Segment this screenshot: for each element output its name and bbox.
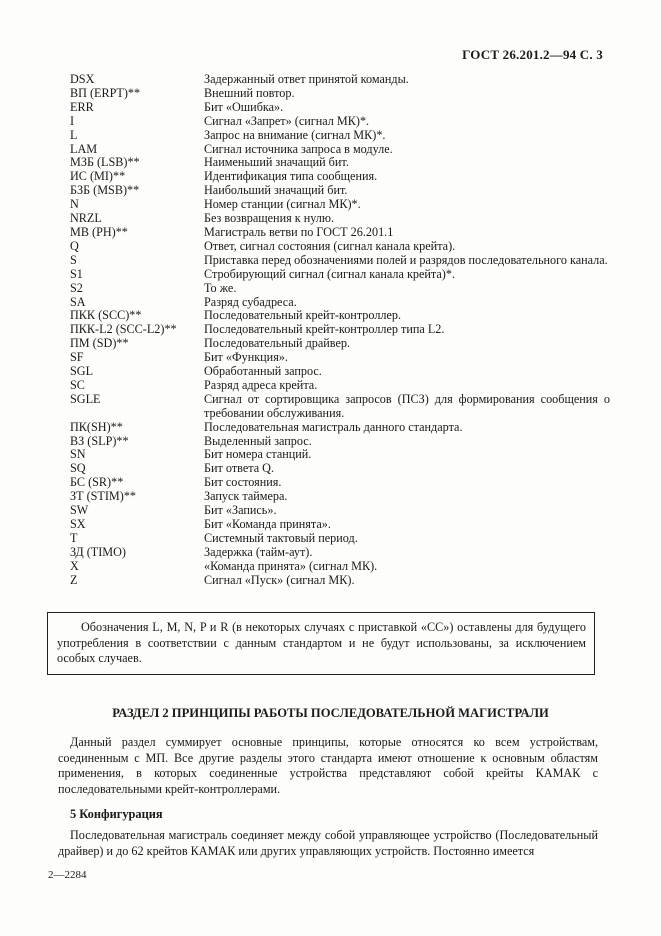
abbreviation-definition: Задержка (тайм-аут).	[204, 544, 313, 559]
abbreviation-term: ЗТ (STIM)**	[70, 489, 137, 504]
abbreviation-definition: Бит «Команда принята».	[204, 517, 331, 531]
abbreviation-term: ПК(SH)**	[70, 419, 123, 434]
abbreviation-term: X	[70, 558, 79, 573]
abbreviation-term: МЗБ (LSB)**	[70, 155, 140, 170]
abbreviation-term: БЗБ (MSB)**	[70, 183, 140, 198]
abbreviation-term: SC	[70, 377, 85, 392]
abbreviation-term: ЗД (TIMO)	[70, 544, 126, 559]
abbreviation-term: SGL	[70, 364, 94, 379]
abbreviation-definition: Сигнал источника запроса в модуле.	[204, 141, 393, 156]
paragraph-configuration: Последовательная магистраль соединяет между собой управляющее устройство (Последовательный драйвер) и до 62 крейтов КАМАК или других управляющих устройств. Постоянно имеется	[58, 828, 598, 858]
abbreviation-term: SX	[70, 517, 86, 531]
abbreviation-row	[70, 226, 610, 240]
abbreviation-row	[70, 268, 610, 282]
abbreviation-definition: Последовательный крейт-контроллер типа L2.	[204, 322, 445, 337]
abbreviation-row	[70, 490, 610, 504]
section-title: РАЗДЕЛ 2 ПРИНЦИПЫ РАБОТЫ ПОСЛЕДОВАТЕЛЬНОЙ МАГИСТРАЛИ	[112, 706, 549, 720]
note-box: Обозначения L, M, N, P и R (в некоторых случаях с приставкой «СС») оставлены для будущего употребления в соответствии с данным стандартом и не будут использованы, за исключением особых случаев.	[47, 612, 595, 675]
abbreviation-definition: Запрос на внимание (сигнал МК)*.	[204, 127, 386, 142]
abbreviation-definition: Наименьший значащий бит.	[204, 155, 349, 170]
abbreviation-row	[70, 115, 610, 129]
abbreviation-term: Z	[70, 572, 78, 587]
abbreviation-term: NRZL	[70, 211, 102, 226]
abbreviation-definition: Обработанный запрос.	[204, 364, 322, 379]
abbreviation-definition: Номер станции (сигнал МК)*.	[204, 197, 361, 212]
abbreviation-term: SF	[70, 350, 84, 365]
abbreviation-definition: Без возвращения к нулю.	[204, 211, 335, 226]
abbreviation-definition: Сигнал «Запрет» (сигнал МК)*.	[204, 113, 370, 128]
abbreviation-row	[70, 254, 610, 268]
abbreviation-definition: То же.	[204, 280, 237, 295]
abbreviation-definition: Последовательная магистраль данного стандарта.	[204, 419, 463, 434]
abbreviation-term: SGLE	[70, 391, 101, 406]
abbreviation-term: ПМ (SD)**	[70, 336, 129, 351]
abbreviation-row	[70, 393, 610, 421]
abbreviation-term: N	[70, 197, 79, 212]
abbreviation-definition: Наибольший значащий бит.	[204, 183, 348, 198]
abbreviation-row	[70, 518, 610, 532]
abbreviation-row	[70, 101, 610, 115]
abbreviation-definition: Идентификация типа сообщения.	[204, 169, 378, 184]
abbreviation-term: Q	[70, 238, 79, 253]
abbreviation-definition: Стробирующий сигнал (сигнал канала крейта)*.	[204, 266, 455, 281]
abbreviation-term: ВЗ (SLP)**	[70, 433, 129, 448]
abbreviation-definition: Сигнал «Пуск» (сигнал МК).	[204, 572, 355, 587]
abbreviation-row	[70, 435, 610, 449]
abbreviation-definition: Последовательный крейт-контроллер.	[204, 308, 402, 323]
abbreviation-definition: Запуск таймера.	[204, 489, 288, 504]
abbreviation-term: ПКК-L2 (SCC-L2)**	[70, 322, 177, 337]
abbreviation-definition: Сигнал от сортировщика запросов (ПСЗ) для формирования сообщения о требовании обслуживания.	[204, 391, 610, 420]
abbreviation-term: ИС (MI)**	[70, 169, 126, 184]
abbreviation-row	[70, 129, 610, 143]
abbreviation-row	[70, 184, 610, 198]
abbreviation-term: T	[70, 530, 78, 545]
abbreviation-term: S	[70, 252, 77, 267]
abbreviation-definition: Бит номера станций.	[204, 447, 312, 462]
abbreviation-term: S2	[70, 280, 83, 295]
abbreviation-row	[70, 143, 610, 157]
abbreviation-row	[70, 323, 610, 337]
paragraph-intro: Данный раздел суммирует основные принципы, которые относятся ко всем устройствам, соединенным с МП. Все другие разделы этого стандарта имеют отношение к основным областям применения, в которых соединенные устройства представляют собой крейты КАМАК с последовательными крейт-контроллерами.	[58, 735, 598, 796]
abbreviation-definition: Магистраль ветви по ГОСТ 26.201.1	[204, 224, 394, 239]
abbreviation-term: МВ (PH)**	[70, 224, 128, 239]
abbreviation-row	[70, 170, 610, 184]
abbreviation-definition: Системный тактовый период.	[204, 530, 358, 545]
abbreviation-row	[70, 240, 610, 254]
abbreviation-term: SN	[70, 447, 86, 462]
abbreviation-definition: «Команда принята» (сигнал МК).	[204, 558, 378, 573]
page-footer-code: 2—2284	[48, 869, 87, 881]
abbreviation-row	[70, 282, 610, 296]
abbreviation-term: I	[70, 113, 75, 128]
abbreviation-row	[70, 156, 610, 170]
abbreviation-definition: Последовательный драйвер.	[204, 336, 351, 351]
abbreviation-term: SA	[70, 294, 86, 309]
abbreviation-row	[70, 462, 610, 476]
abbreviation-row	[70, 546, 610, 560]
abbreviation-row	[70, 421, 610, 435]
abbreviation-definition: Разряд адреса крейта.	[204, 377, 318, 392]
abbreviation-row	[70, 351, 610, 365]
abbreviation-term: DSX	[70, 72, 95, 86]
abbreviation-row	[70, 309, 610, 323]
abbreviation-term: БС (SR)**	[70, 475, 124, 490]
abbreviation-row	[70, 73, 610, 87]
page-header: ГОСТ 26.201.2—94 С. 3	[462, 47, 603, 62]
abbreviation-row	[70, 337, 610, 351]
abbreviation-definition: Бит «Ошибка».	[204, 99, 284, 114]
abbreviation-definition: Бит «Функция».	[204, 350, 288, 365]
abbreviation-row	[70, 365, 610, 379]
abbreviation-row	[70, 296, 610, 310]
subheading-configuration: 5 Конфигурация	[70, 807, 163, 821]
abbreviation-row	[70, 476, 610, 490]
abbreviation-term: ВП (ERPT)**	[70, 85, 141, 100]
abbreviation-term: S1	[70, 266, 83, 281]
abbreviation-definition: Ответ, сигнал состояния (сигнал канала крейта).	[204, 238, 456, 253]
abbreviation-row	[70, 504, 610, 518]
abbreviation-row	[70, 212, 610, 226]
abbreviation-row	[70, 532, 610, 546]
abbreviation-term: L	[70, 127, 78, 142]
abbreviation-term: SQ	[70, 461, 86, 476]
abbreviation-row	[70, 198, 610, 212]
abbreviation-row	[70, 448, 610, 462]
abbreviation-definition: Разряд субадреса.	[204, 294, 297, 309]
abbreviation-definition: Внешний повтор.	[204, 85, 295, 100]
abbreviation-term: LAM	[70, 141, 98, 156]
abbreviation-definition: Задержанный ответ принятой команды.	[204, 72, 409, 86]
abbreviation-definition: Приставка перед обозначениями полей и разрядов последовательного канала.	[204, 252, 608, 267]
abbreviation-definition: Бит «Запись».	[204, 503, 277, 518]
abbreviation-term: SW	[70, 503, 89, 518]
abbreviation-definition: Бит состояния.	[204, 475, 282, 490]
abbreviation-row	[70, 87, 610, 101]
abbreviation-list	[70, 73, 610, 588]
abbreviation-row	[70, 560, 610, 574]
abbreviation-row	[70, 574, 610, 588]
abbreviation-term: ERR	[70, 99, 94, 114]
abbreviation-definition: Выделенный запрос.	[204, 433, 312, 448]
abbreviation-definition: Бит ответа Q.	[204, 461, 275, 476]
abbreviation-term: ПКК (SCC)**	[70, 308, 142, 323]
abbreviation-row	[70, 379, 610, 393]
